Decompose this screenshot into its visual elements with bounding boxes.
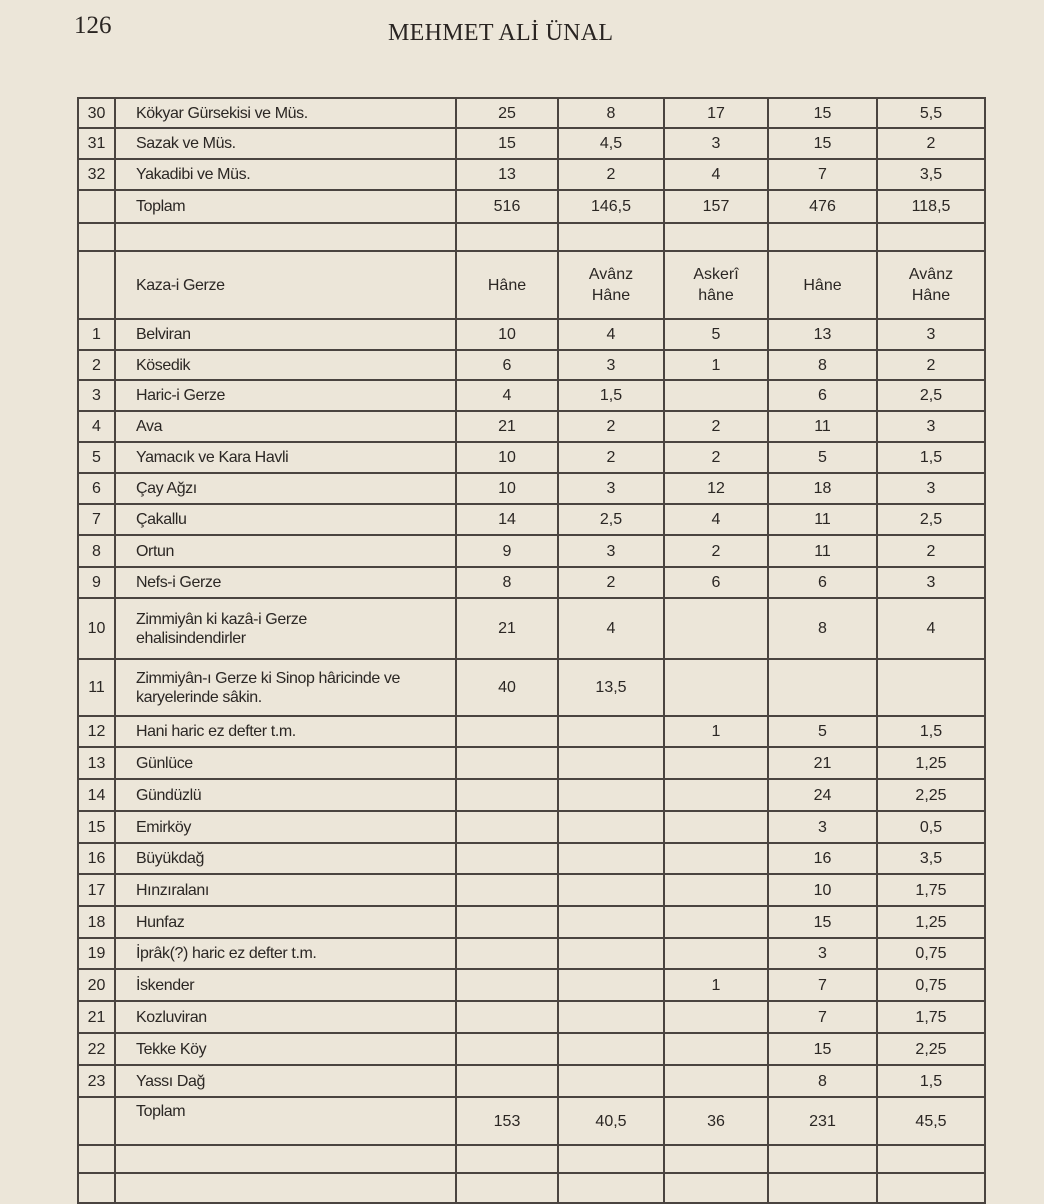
value-c1: [456, 1065, 558, 1097]
table-row: [78, 716, 985, 747]
row-number: 16: [78, 843, 115, 874]
row-number: 18: [78, 906, 115, 938]
value-c4: 3: [768, 938, 877, 969]
empty-cell: [877, 223, 985, 251]
value-c1: 9: [456, 535, 558, 567]
value-c1: [456, 906, 558, 938]
value-c5: 1,5: [877, 442, 985, 473]
row-number: 32: [78, 159, 115, 190]
value-c5: 3,5: [877, 843, 985, 874]
value-c1: 13: [456, 159, 558, 190]
value-c4: 8: [768, 1065, 877, 1097]
total-c4: 476: [768, 190, 877, 223]
value-c5: 3,5: [877, 159, 985, 190]
settlement-name: Gündüzlü: [115, 779, 456, 811]
value-c5: 1,5: [877, 716, 985, 747]
value-c5: 2,25: [877, 779, 985, 811]
value-c1: [456, 747, 558, 779]
blank-row: [78, 1145, 985, 1173]
value-c2: 2: [558, 442, 664, 473]
empty-cell: [768, 223, 877, 251]
empty-cell: [768, 1145, 877, 1173]
total-c4: 231: [768, 1097, 877, 1145]
value-c2: [558, 906, 664, 938]
settlement-name-line: karyelerinde sâkin.: [136, 688, 262, 706]
value-c5: 3: [877, 411, 985, 442]
table-row: [78, 747, 985, 779]
settlement-name: [115, 598, 456, 659]
row-number: 3: [78, 380, 115, 411]
value-c2: [558, 874, 664, 906]
value-c1: 8: [456, 567, 558, 598]
table-row: [78, 1033, 985, 1065]
table-row: [78, 906, 985, 938]
table-row: [78, 98, 985, 128]
value-c2: 3: [558, 473, 664, 504]
value-c4: 8: [768, 350, 877, 380]
value-c3: [664, 1065, 768, 1097]
value-c3: [664, 747, 768, 779]
value-c3: [664, 659, 768, 716]
total-c5: 45,5: [877, 1097, 985, 1145]
total-row: [78, 190, 985, 223]
value-c1: 21: [456, 411, 558, 442]
value-c4: 15: [768, 1033, 877, 1065]
value-c4: 15: [768, 98, 877, 128]
table-row: [78, 473, 985, 504]
table-row: [78, 938, 985, 969]
settlement-name: Büyükdağ: [115, 843, 456, 874]
total-c1: 153: [456, 1097, 558, 1145]
settlement-name: Kökyar Gürsekisi ve Müs.: [115, 98, 456, 128]
empty-cell: [456, 1173, 558, 1203]
value-c4: [768, 659, 877, 716]
table-row: [78, 442, 985, 473]
row-number: 19: [78, 938, 115, 969]
value-c1: [456, 1033, 558, 1065]
value-c4: 11: [768, 504, 877, 535]
empty-cell: [456, 223, 558, 251]
running-head: MEHMET ALİ ÜNAL: [388, 20, 614, 46]
value-c5: 1,75: [877, 874, 985, 906]
value-c2: [558, 938, 664, 969]
row-number: 13: [78, 747, 115, 779]
value-c2: [558, 1001, 664, 1033]
total-c2: 146,5: [558, 190, 664, 223]
value-c3: [664, 380, 768, 411]
settlement-name: Sazak ve Müs.: [115, 128, 456, 159]
value-c2: [558, 716, 664, 747]
total-label: Toplam: [115, 190, 456, 223]
value-c2: [558, 779, 664, 811]
value-c4: 13: [768, 319, 877, 350]
table-row: [78, 1001, 985, 1033]
value-c3: [664, 906, 768, 938]
value-c2: 4: [558, 598, 664, 659]
value-c1: 25: [456, 98, 558, 128]
value-c5: 3: [877, 567, 985, 598]
row-number: 30: [78, 98, 115, 128]
section-header-row: [78, 251, 985, 319]
row-number: 17: [78, 874, 115, 906]
settlement-name: Ava: [115, 411, 456, 442]
value-c3: [664, 598, 768, 659]
column-header-line: Avânz: [908, 266, 954, 283]
value-c3: [664, 1001, 768, 1033]
value-c3: [664, 938, 768, 969]
settlement-name-line: Zimmiyân ki kazâ-i Gerze: [136, 610, 307, 628]
total-c3: 36: [664, 1097, 768, 1145]
row-number: 9: [78, 567, 115, 598]
row-number: 14: [78, 779, 115, 811]
row-number: 1: [78, 319, 115, 350]
value-c4: 10: [768, 874, 877, 906]
total-c3: 157: [664, 190, 768, 223]
value-c1: 10: [456, 473, 558, 504]
value-c1: 10: [456, 319, 558, 350]
row-number: 20: [78, 969, 115, 1001]
row-number: 12: [78, 716, 115, 747]
table-row: [78, 811, 985, 843]
value-c4: 6: [768, 380, 877, 411]
column-header-line: Askerî: [693, 266, 739, 283]
empty-cell: [558, 1173, 664, 1203]
value-c3: 2: [664, 411, 768, 442]
value-c5: 1,25: [877, 747, 985, 779]
table-row: [78, 567, 985, 598]
value-c4: 16: [768, 843, 877, 874]
row-number: 10: [78, 598, 115, 659]
value-c2: [558, 1033, 664, 1065]
table-row: [78, 874, 985, 906]
empty-cell: [115, 223, 456, 251]
settlement-name: Kozluviran: [115, 1001, 456, 1033]
value-c5: 3: [877, 473, 985, 504]
value-c5: 2,25: [877, 1033, 985, 1065]
settlement-name: Hınzıralanı: [115, 874, 456, 906]
settlement-name: Belviran: [115, 319, 456, 350]
settlement-name: Hunfaz: [115, 906, 456, 938]
value-c4: 18: [768, 473, 877, 504]
value-c1: [456, 938, 558, 969]
value-c5: 4: [877, 598, 985, 659]
value-c1: [456, 811, 558, 843]
value-c4: 5: [768, 442, 877, 473]
value-c4: 24: [768, 779, 877, 811]
row-number: 23: [78, 1065, 115, 1097]
settlement-name: Çakallu: [115, 504, 456, 535]
empty-cell: [78, 1173, 115, 1203]
row-number: 2: [78, 350, 115, 380]
value-c5: 2: [877, 535, 985, 567]
settlement-name: Yassı Dağ: [115, 1065, 456, 1097]
value-c1: [456, 1001, 558, 1033]
value-c2: [558, 747, 664, 779]
value-c2: 2,5: [558, 504, 664, 535]
column-header-c2: [558, 251, 664, 319]
table-row: [78, 659, 985, 716]
table-row: [78, 319, 985, 350]
hane-table: [77, 97, 986, 1204]
column-header-line: Hâne: [911, 287, 951, 304]
total-label: Toplam: [115, 1097, 456, 1145]
value-c2: 3: [558, 350, 664, 380]
value-c4: 3: [768, 811, 877, 843]
blank-row: [78, 223, 985, 251]
value-c1: 40: [456, 659, 558, 716]
value-c5: 1,75: [877, 1001, 985, 1033]
settlement-name-line: ehalisindendirler: [136, 629, 246, 647]
empty-cell: [664, 1173, 768, 1203]
empty-cell: [877, 1145, 985, 1173]
value-c1: [456, 779, 558, 811]
settlement-name: İprâk(?) haric ez defter t.m.: [115, 938, 456, 969]
table-row: [78, 411, 985, 442]
settlement-name: İskender: [115, 969, 456, 1001]
blank-row: [78, 1173, 985, 1203]
value-c1: 21: [456, 598, 558, 659]
value-c5: 0,5: [877, 811, 985, 843]
value-c3: [664, 874, 768, 906]
table-row: [78, 350, 985, 380]
value-c5: 0,75: [877, 969, 985, 1001]
value-c3: [664, 1033, 768, 1065]
settlement-name: Hani haric ez defter t.m.: [115, 716, 456, 747]
value-c5: 2: [877, 350, 985, 380]
row-number: 6: [78, 473, 115, 504]
column-header-line: Hâne: [591, 287, 631, 304]
row-number: [78, 1097, 115, 1145]
settlement-name: Kösedik: [115, 350, 456, 380]
empty-cell: [877, 1173, 985, 1203]
value-c5: 1,5: [877, 1065, 985, 1097]
empty-cell: [768, 1173, 877, 1203]
value-c2: [558, 1065, 664, 1097]
row-number: 8: [78, 535, 115, 567]
row-number: 15: [78, 811, 115, 843]
value-c3: 12: [664, 473, 768, 504]
total-c5: 118,5: [877, 190, 985, 223]
value-c4: 6: [768, 567, 877, 598]
value-c3: 1: [664, 716, 768, 747]
value-c1: 4: [456, 380, 558, 411]
empty-cell: [78, 1145, 115, 1173]
value-c2: 2: [558, 159, 664, 190]
row-number: 4: [78, 411, 115, 442]
column-header-c1: Hâne: [456, 251, 558, 319]
value-c1: [456, 969, 558, 1001]
value-c4: 21: [768, 747, 877, 779]
row-number: [78, 190, 115, 223]
value-c1: 14: [456, 504, 558, 535]
value-c4: 11: [768, 411, 877, 442]
row-number: 11: [78, 659, 115, 716]
total-c2: 40,5: [558, 1097, 664, 1145]
table-row: [78, 1065, 985, 1097]
value-c3: [664, 843, 768, 874]
table-row: [78, 843, 985, 874]
value-c2: 1,5: [558, 380, 664, 411]
empty-cell: [78, 223, 115, 251]
column-header-c4: Hâne: [768, 251, 877, 319]
value-c5: [877, 659, 985, 716]
value-c5: 0,75: [877, 938, 985, 969]
settlement-name: [115, 659, 456, 716]
value-c2: 2: [558, 567, 664, 598]
value-c5: 2,5: [877, 380, 985, 411]
settlement-name: Emirköy: [115, 811, 456, 843]
row-number: [78, 251, 115, 319]
empty-cell: [664, 1145, 768, 1173]
empty-cell: [456, 1145, 558, 1173]
value-c2: 3: [558, 535, 664, 567]
value-c3: 1: [664, 969, 768, 1001]
value-c3: 3: [664, 128, 768, 159]
table-row: [78, 535, 985, 567]
value-c4: 15: [768, 906, 877, 938]
value-c3: 17: [664, 98, 768, 128]
value-c2: 4,5: [558, 128, 664, 159]
value-c3: 4: [664, 159, 768, 190]
value-c3: 2: [664, 535, 768, 567]
total-c1: 516: [456, 190, 558, 223]
empty-cell: [664, 223, 768, 251]
value-c2: 8: [558, 98, 664, 128]
column-header-c3: [664, 251, 768, 319]
value-c3: 4: [664, 504, 768, 535]
value-c2: [558, 843, 664, 874]
value-c5: 2: [877, 128, 985, 159]
row-number: 31: [78, 128, 115, 159]
section-title: Kaza-i Gerze: [115, 251, 456, 319]
value-c4: 11: [768, 535, 877, 567]
value-c1: 10: [456, 442, 558, 473]
value-c4: 7: [768, 1001, 877, 1033]
table-row: [78, 969, 985, 1001]
value-c2: 13,5: [558, 659, 664, 716]
table-row: [78, 779, 985, 811]
value-c3: 6: [664, 567, 768, 598]
value-c2: 4: [558, 319, 664, 350]
row-number: 21: [78, 1001, 115, 1033]
value-c3: 5: [664, 319, 768, 350]
settlement-name: Tekke Köy: [115, 1033, 456, 1065]
value-c5: 3: [877, 319, 985, 350]
value-c4: 7: [768, 159, 877, 190]
table-row: [78, 128, 985, 159]
settlement-name: Haric-i Gerze: [115, 380, 456, 411]
value-c3: [664, 779, 768, 811]
value-c2: [558, 969, 664, 1001]
value-c1: [456, 716, 558, 747]
table-row: [78, 504, 985, 535]
value-c4: 8: [768, 598, 877, 659]
value-c3: 1: [664, 350, 768, 380]
table-row: [78, 380, 985, 411]
column-header-line: Avânz: [588, 266, 634, 283]
value-c1: 6: [456, 350, 558, 380]
page-number: 126: [74, 12, 112, 39]
value-c1: [456, 874, 558, 906]
value-c4: 5: [768, 716, 877, 747]
empty-cell: [115, 1145, 456, 1173]
table-row: [78, 159, 985, 190]
settlement-name: Günlüce: [115, 747, 456, 779]
value-c1: [456, 843, 558, 874]
settlement-name: Çay Ağzı: [115, 473, 456, 504]
value-c4: 7: [768, 969, 877, 1001]
column-header-line: hâne: [698, 287, 734, 304]
column-header-c5: [877, 251, 985, 319]
empty-cell: [558, 223, 664, 251]
population-table: [77, 97, 984, 1204]
settlement-name: Yakadibi ve Müs.: [115, 159, 456, 190]
settlement-name-line: Zimmiyân-ı Gerze ki Sinop hâricinde ve: [136, 669, 401, 687]
row-number: 22: [78, 1033, 115, 1065]
value-c1: 15: [456, 128, 558, 159]
empty-cell: [115, 1173, 456, 1203]
value-c5: 5,5: [877, 98, 985, 128]
empty-cell: [558, 1145, 664, 1173]
value-c5: 2,5: [877, 504, 985, 535]
value-c2: 2: [558, 411, 664, 442]
value-c3: [664, 811, 768, 843]
value-c4: 15: [768, 128, 877, 159]
settlement-name: Nefs-i Gerze: [115, 567, 456, 598]
value-c2: [558, 811, 664, 843]
value-c3: 2: [664, 442, 768, 473]
total-row: [78, 1097, 985, 1145]
row-number: 5: [78, 442, 115, 473]
table-row: [78, 598, 985, 659]
settlement-name: Ortun: [115, 535, 456, 567]
settlement-name: Yamacık ve Kara Havli: [115, 442, 456, 473]
row-number: 7: [78, 504, 115, 535]
value-c5: 1,25: [877, 906, 985, 938]
